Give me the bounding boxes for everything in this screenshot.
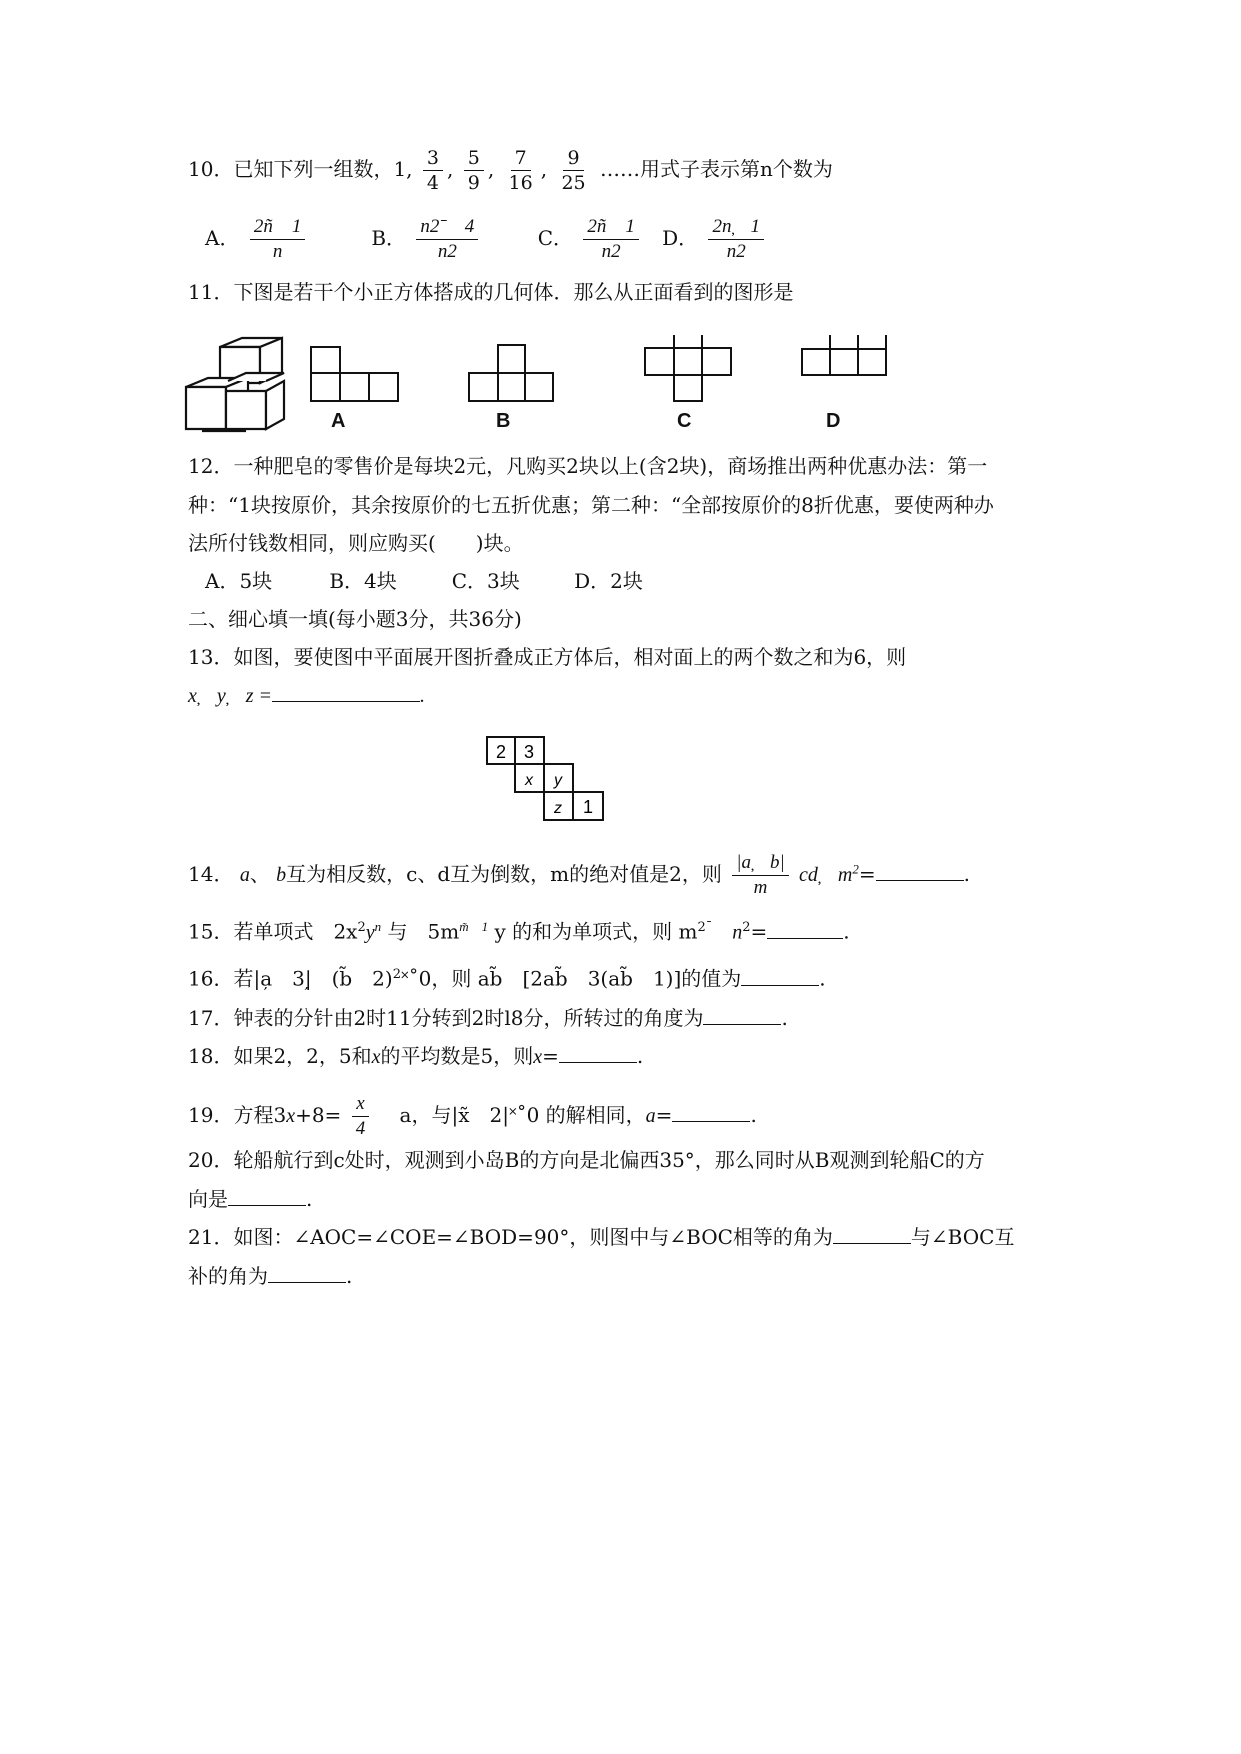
- net-cell-1: 1: [582, 797, 594, 817]
- q11-figures: [180, 335, 900, 445]
- q12-option-a[interactable]: A．5块: [205, 569, 273, 593]
- q18-stem: 18．如果2，2，5和x的平均数是5，则x= .: [188, 1044, 644, 1068]
- q11-figure-d: [802, 335, 886, 375]
- q12-line-2: 种：“1块按原价，其余按原价的七五折优惠；第二种：“全部按原价的8折优惠，要使两种办: [188, 493, 994, 517]
- q20-line-2: 向是 .: [188, 1187, 313, 1211]
- q11-figure-c: [645, 335, 731, 401]
- q10-stem: 10．已知下列一组数，1, $\frac{3}{4}$ , $\frac{5}{9}$ , $\frac{7}{16}$ , $\frac{9}{25}$ ……用式子表示第n个数为: [188, 147, 833, 194]
- q12-option-d[interactable]: D．2块: [574, 569, 643, 593]
- q11-label-a[interactable]: A: [331, 410, 346, 432]
- q21-line-2: 补的角为 .: [188, 1264, 353, 1288]
- q18-answer-blank[interactable]: [559, 1042, 637, 1063]
- net-cell-3: 3: [523, 742, 535, 762]
- q13-line-1: 13．如图，要使图中平面展开图折叠成正方体后，相对面上的两个数之和为6，则: [188, 645, 907, 669]
- q16-answer-blank[interactable]: [741, 965, 819, 986]
- q10-frac-1: $\frac{3}{4}$: [423, 146, 443, 195]
- q19-stem: 19．方程3x+8= $\frac{x}{4}$ a，与|x̃ 2|˟˚0 的解相同，a= .: [188, 1093, 757, 1139]
- q11-label-b[interactable]: B: [496, 410, 511, 432]
- q20-line-1: 20．轮船航行到c处时，观测到小岛B的方向是北偏西35°，那么同时从B观测到轮船C的方: [188, 1148, 985, 1172]
- q10-option-b[interactable]: B． $\frac{\text{n2ˉ 4}}{n2}$: [371, 215, 531, 264]
- q10-frac-4: $\frac{9}{25}$: [561, 147, 586, 194]
- q19-fraction: $\frac{x}{4}$: [352, 1092, 370, 1141]
- q10-frac-2: $\frac{5}{9}$: [464, 146, 484, 195]
- q21-answer-blank-1[interactable]: [833, 1223, 911, 1244]
- net-cell-z: z: [554, 800, 562, 817]
- q15-stem: 15．若单项式 $2x^2y^n$ 与 $5m^{m̃ 1}$ y 的和为单项式，则 $m^{2ˉ}$ $n^2=$ .: [188, 919, 850, 944]
- q13-line-2: x̦ y̦ z = .: [188, 681, 425, 710]
- q17-answer-blank[interactable]: [703, 1004, 781, 1025]
- q10-option-d[interactable]: D． $\frac{2n̦ 1}{n2}$: [662, 215, 768, 264]
- q10-frac-3: $\frac{7}{16}$: [508, 147, 533, 194]
- q14-stem: 14． a、 b互为相反数，c、d互为倒数，m的绝对值是2，则 $\frac{|a̦ b|}{m}$ cd̦ $m^2=$ .: [188, 852, 970, 898]
- q10-option-a[interactable]: A． $\frac{2ñ 1}{n}$: [205, 215, 365, 264]
- q12-option-c[interactable]: C．3块: [451, 569, 520, 593]
- q12-options: [205, 567, 643, 595]
- q14-fraction: $\frac{|a̦ b|}{m}$: [732, 851, 788, 900]
- net-cell-2: 2: [495, 742, 507, 762]
- q11-label-d[interactable]: D: [826, 410, 841, 432]
- q17-stem: 17．钟表的分针由2时11分转到2时l8分，所转过的角度为 .: [188, 1006, 788, 1030]
- q12-option-b[interactable]: B．4块: [329, 569, 397, 593]
- q19-answer-blank[interactable]: [672, 1101, 750, 1122]
- net-cell-x: x: [525, 772, 533, 789]
- q14-answer-blank[interactable]: [876, 860, 964, 881]
- q21-answer-blank-2[interactable]: [268, 1262, 346, 1283]
- q11-stem: 11．下图是若干个小正方体搭成的几何体．那么从正面看到的图形是: [188, 280, 794, 304]
- q21-line-1: 21．如图：∠AOC=∠COE=∠BOD=90°，则图中与∠BOC相等的角为 与∠BOC互: [188, 1225, 1015, 1249]
- q13-answer-blank[interactable]: [272, 681, 420, 702]
- q12-line-3: 法所付钱数相同，则应购买( )块。: [188, 531, 524, 555]
- net-cell-y: y: [554, 772, 562, 789]
- q11-label-c[interactable]: C: [677, 410, 692, 432]
- q20-answer-blank[interactable]: [228, 1185, 306, 1206]
- q15-answer-blank[interactable]: [767, 918, 843, 939]
- q11-figure-b: [469, 345, 553, 401]
- q10-option-c[interactable]: C． $\frac{2ñ 1}{n2}$: [538, 215, 656, 264]
- cube-stack-figure: [186, 338, 284, 431]
- q12-line-1: 12．一种肥皂的零售价是每块2元，凡购买2块以上(含2块)，商场推出两种优惠办法：第一: [188, 454, 988, 478]
- q16-stem: 16．若|a̦ 3|̦ (b̃ 2)$^2$˟˚0，则 ab̃ [2ab̃ 3(ab̃ 1)]的值为 .: [188, 966, 826, 991]
- section-2-heading: 二、细心填一填(每小题3分，共36分): [188, 607, 522, 631]
- q10-options: [205, 215, 768, 264]
- q11-figure-a: [311, 347, 398, 401]
- q13-cube-net: [485, 735, 610, 825]
